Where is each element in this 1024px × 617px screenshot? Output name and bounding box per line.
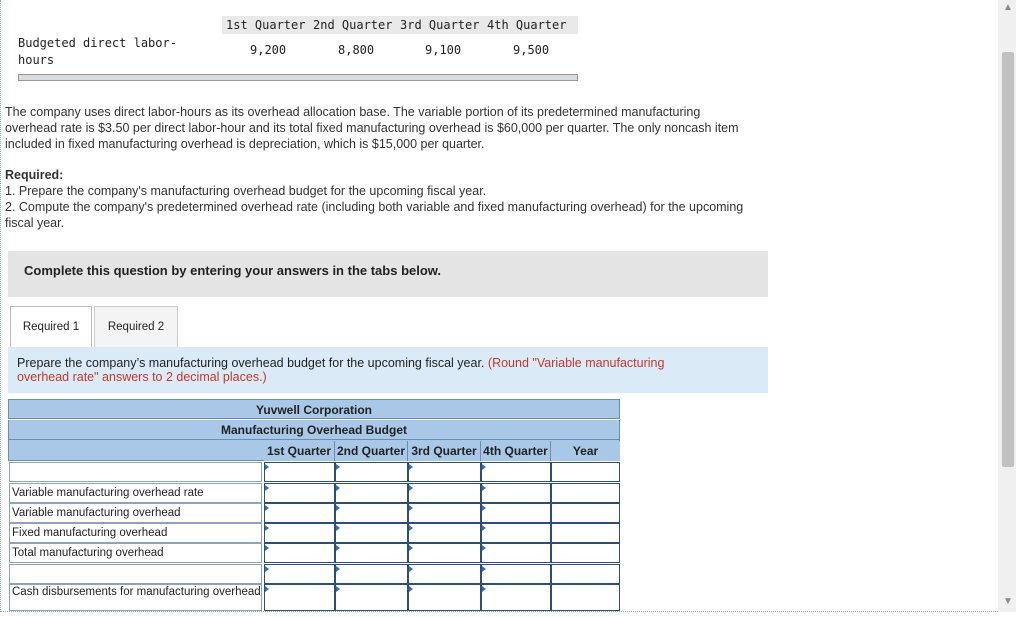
- labor-hours-label: [18, 35, 208, 69]
- budget-input-cell[interactable]: [264, 584, 335, 611]
- tab-required-2[interactable]: Required 2: [94, 306, 178, 348]
- row-label: Variable manufacturing overhead rate: [9, 483, 262, 503]
- instruction-banner: Complete this question by entering your answers in the tabs below.: [8, 251, 768, 297]
- required-section: [5, 167, 855, 231]
- budget-input-cell[interactable]: [335, 462, 408, 482]
- budget-input-cell[interactable]: [408, 483, 481, 503]
- budget-input-cell[interactable]: [408, 523, 481, 543]
- budget-input-cell[interactable]: [481, 483, 551, 503]
- budget-input-cell[interactable]: [335, 564, 408, 584]
- column-header: 2nd Quarter: [335, 441, 408, 461]
- table-footer-bar: [18, 74, 578, 81]
- scroll-down-icon[interactable]: ▼: [1003, 596, 1013, 607]
- column-header: 1st Quarter: [264, 441, 335, 461]
- rounding-note: overhead rate" answers to 2 decimal places.): [17, 370, 267, 384]
- column-header: Year: [551, 441, 620, 461]
- row-label: Cash disbursements for manufacturing overhead: [9, 584, 262, 611]
- budget-input-cell[interactable]: [481, 462, 551, 482]
- row-label: Variable manufacturing overhead: [9, 503, 262, 523]
- budget-input-cell[interactable]: [408, 462, 481, 482]
- labor-hours-value: 9,200: [250, 43, 287, 57]
- budget-input-cell[interactable]: [408, 564, 481, 584]
- prompt-box: [8, 347, 768, 393]
- budget-input-cell[interactable]: [264, 503, 335, 523]
- budget-input-cell[interactable]: [335, 523, 408, 543]
- budget-input-cell[interactable]: [551, 483, 620, 503]
- budget-input-cell[interactable]: [551, 462, 620, 482]
- required-item: fiscal year.: [5, 216, 65, 230]
- budget-input-cell[interactable]: [551, 564, 620, 584]
- budget-input-cell[interactable]: [264, 483, 335, 503]
- required-item: 2. Compute the company's predetermined overhead rate (including both variable and fixed manufacturing overhead) for the upcoming: [5, 200, 744, 214]
- tab-required-1[interactable]: Required 1: [10, 306, 92, 348]
- budget-input-cell[interactable]: [335, 584, 408, 611]
- scrollbar-thumb[interactable]: [1002, 52, 1014, 467]
- budget-input-cell[interactable]: [481, 523, 551, 543]
- required-title: Required:: [5, 168, 64, 182]
- budget-input-cell[interactable]: [551, 523, 620, 543]
- quarter-header: 2nd Quarter: [313, 18, 393, 32]
- budget-input-cell[interactable]: [264, 543, 335, 563]
- budget-input-cell[interactable]: [335, 503, 408, 523]
- column-header: 4th Quarter: [481, 441, 551, 461]
- quarter-header-row: [222, 16, 578, 34]
- budget-input-cell[interactable]: [264, 523, 335, 543]
- budget-input-cell[interactable]: [481, 503, 551, 523]
- budget-input-cell[interactable]: [408, 543, 481, 563]
- quarter-header: 3rd Quarter: [400, 18, 480, 32]
- quarter-header: 1st Quarter: [226, 18, 306, 32]
- description-line: The company uses direct labor-hours as its overhead allocation base. The variable portion of its predetermined manufacturing: [5, 105, 701, 119]
- budget-input-cell[interactable]: [335, 543, 408, 563]
- budget-input-cell[interactable]: [551, 543, 620, 563]
- row-label: Fixed manufacturing overhead: [9, 523, 262, 543]
- problem-description: [5, 104, 855, 152]
- prompt-text: Prepare the company’s manufacturing overhead budget for the upcoming fiscal year.: [17, 356, 485, 370]
- budget-input-cell[interactable]: [481, 564, 551, 584]
- description-line: included in fixed manufacturing overhead is depreciation, which is $15,000 per quarter.: [5, 137, 485, 151]
- budget-input-cell[interactable]: [264, 564, 335, 584]
- required-item: 1. Prepare the company's manufacturing overhead budget for the upcoming fiscal year.: [5, 184, 487, 198]
- rounding-note: (Round "Variable manufacturing: [487, 356, 665, 370]
- labor-hours-value: 8,800: [338, 43, 375, 57]
- row-label-blank[interactable]: [9, 462, 262, 482]
- scroll-up-icon[interactable]: ▲: [1003, 2, 1013, 13]
- company-name: Yuvwell Corporation: [8, 399, 620, 419]
- budget-input-cell[interactable]: [481, 584, 551, 611]
- labor-hours-label-line: Budgeted direct labor-: [18, 36, 177, 50]
- row-label: Total manufacturing overhead: [9, 543, 262, 563]
- budget-input-cell[interactable]: [408, 584, 481, 611]
- budget-input-cell[interactable]: [264, 462, 335, 482]
- budget-input-cell[interactable]: [551, 584, 620, 611]
- labor-hours-label-line: hours: [18, 53, 55, 67]
- budget-input-cell[interactable]: [481, 543, 551, 563]
- budget-input-cell[interactable]: [408, 503, 481, 523]
- row-label-blank[interactable]: [9, 564, 262, 584]
- budget-title: Manufacturing Overhead Budget: [8, 420, 620, 440]
- quarter-header: 4th Quarter: [487, 18, 567, 32]
- labor-hours-value: 9,100: [425, 43, 462, 57]
- budget-input-cell[interactable]: [335, 483, 408, 503]
- description-line: overhead rate is $3.50 per direct labor-hour and its total fixed manufacturing overhead is $60,000 per quarter. The only noncash item: [5, 121, 739, 135]
- labor-hours-value: 9,500: [513, 43, 550, 57]
- budget-input-cell[interactable]: [551, 503, 620, 523]
- column-header: 3rd Quarter: [408, 441, 481, 461]
